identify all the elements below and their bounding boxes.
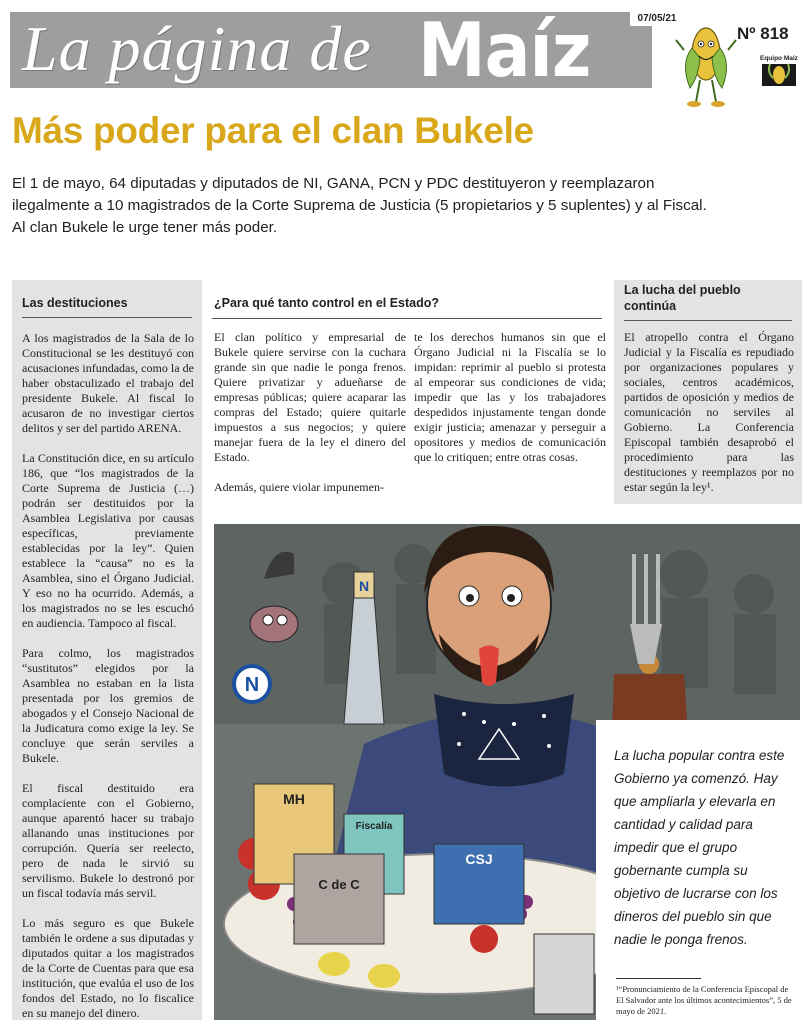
destituciones-sidebar: [12, 280, 202, 1020]
headline: Más poder para el clan Bukele: [12, 110, 534, 151]
building-fiscalia-label: Fiscalía: [355, 821, 393, 832]
lede-line: Al clan Bukele le urge tener más poder.: [12, 219, 278, 236]
heading-divider: [624, 320, 792, 321]
paragraph: El clan político y empresarial de Bukele quiere servirse con la cuchara grande sin que nadie le ponga frenos. Quiere privatizar y adueñarse de empresas públicas; quiere acaparar las compras del Estado; quiere quitarle impuestos a sus negocios; y quiere manejar fuera de la ley el dinero del Estado.: [214, 330, 406, 464]
paragraph: El fiscal destituido era complaciente con el Gobierno, aunque aparentó hacer su trabajo allanando unas instituciones por corrupción. Quería ser reelecto, pero de nada le sirvió su servilismo. Bukele lo destronó por un fiscal todavía más servil.: [22, 781, 194, 900]
masthead-title-script: La página de: [22, 13, 372, 84]
corn-mascot-icon: [670, 18, 742, 108]
lucha-sidebar: [614, 280, 802, 504]
lucha-text: [624, 330, 794, 510]
control-column-2: [414, 330, 606, 480]
knife-letter: N: [358, 578, 370, 594]
paragraph: Lo más seguro es que Bukele también le ordene a sus diputadas y diputados quitar a los magistrados de la Corte de Cuentas para que esa institución, que evalúa el uso de los fondos del Estado, no lo fiscalice en su manejo del dinero.: [22, 916, 194, 1020]
paragraph: El atropello contra el Órgano Judicial y la Fiscalía es repudiado por organizaciones populares y sociales, centros académicos, partidos de oposición y medios de comunicación no serviles al Gobierno. La Conferencia Episcopal también desaprobó el procedimiento para las destituciones y reemplazos por no estar según la ley¹.: [624, 330, 794, 494]
lede: [12, 173, 802, 239]
destituciones-text: [22, 331, 194, 1036]
paragraph: A los magistrados de la Sala de lo Constitucional se les destituyó con acusaciones infundadas, como la de haber obstaculizado el trabajo del presidente Bukele. Al fiscal lo acusaron de no investigar ciertos delitos y ser del partido ARENA.: [22, 331, 194, 435]
building-csj-label: CSJ: [465, 851, 493, 867]
paragraph: Además, quiere violar impunemen-: [214, 480, 384, 494]
masthead-title-maiz: Maíz: [418, 7, 591, 95]
badge-letter: N: [244, 674, 260, 696]
footnote: ¹“Pronunciamiento de la Conferencia Episcopal de El Salvador ante los últimos acontecimientos”, 5 de mayo de 2021.: [616, 984, 792, 1016]
logo-text: Equipo Maíz: [760, 55, 798, 62]
building-mh-label: MH: [283, 791, 305, 807]
masthead-bar: [10, 7, 652, 95]
control-column-1: [214, 330, 406, 510]
footnote-divider: [616, 978, 701, 979]
heading-divider: [212, 318, 602, 319]
destituciones-heading: Las destituciones: [22, 296, 128, 310]
issue-number: Nº 818: [737, 24, 789, 43]
paragraph: te los derechos humanos sin que el Órgano Judicial ni la Fiscalía se lo impidan: reprimir al pueblo si protesta al empeorar sus condiciones de vida; impedir que las y los trabajadores despedidos injustamente tengan donde exigir justicia; amenazar y perseguir a opositores y medios de comunicación que lo critiquen; entre otras cosas.: [414, 330, 606, 464]
issue-date: 07/05/21: [630, 12, 684, 26]
lede-line: ilegalmente a 10 magistrados de la Corte Suprema de Justicia (5 propietarios y 5 suplentes) y al Fiscal.: [12, 197, 707, 214]
masthead: [10, 7, 800, 95]
callout-box: [596, 720, 802, 1020]
lucha-heading: La lucha del pueblo continúa: [624, 283, 741, 313]
heading-divider: [22, 317, 192, 318]
paragraph: Para colmo, los magistrados “sustitutos” elegidos por la Asamblea no estaban en la lista presentada por los gremios de abogados y el Consejo Nacional de la Judicatura como exige la ley. Se concluye que serán serviles a Bukele.: [22, 646, 194, 765]
callout-quote: La lucha popular contra este Gobierno ya comenzó. Hay que ampliarla y elevarla en cantidad y calidad para impedir que el grupo gobernante cumpla su objetivo de lucrarse con los dineros del pueblo sin que nadie le ponga frenos.: [614, 748, 785, 947]
lede-line: El 1 de mayo, 64 diputadas y diputados de NI, GANA, PCN y PDC destituyeron y reemplazaron: [12, 175, 655, 192]
equipo-maiz-logo: [752, 52, 802, 96]
building-cdc-label: C de C: [318, 877, 360, 892]
paragraph: La Constitución dice, en su artículo 186, que “los magistrados de la Corte Suprema de Justicia (…) podrán ser destituidos por la Asamblea Legislativa por causas específicas, previamente establecidas por la ley”. Quien establece la “causa” no es la Asamblea, sino el Órgano Judicial. Y eso no ha ocurrido. Además, a los magistrados no se les escuchó en audiencia. Tampoco al fiscal.: [22, 451, 194, 630]
control-heading: ¿Para qué tanto control en el Estado?: [214, 296, 440, 310]
